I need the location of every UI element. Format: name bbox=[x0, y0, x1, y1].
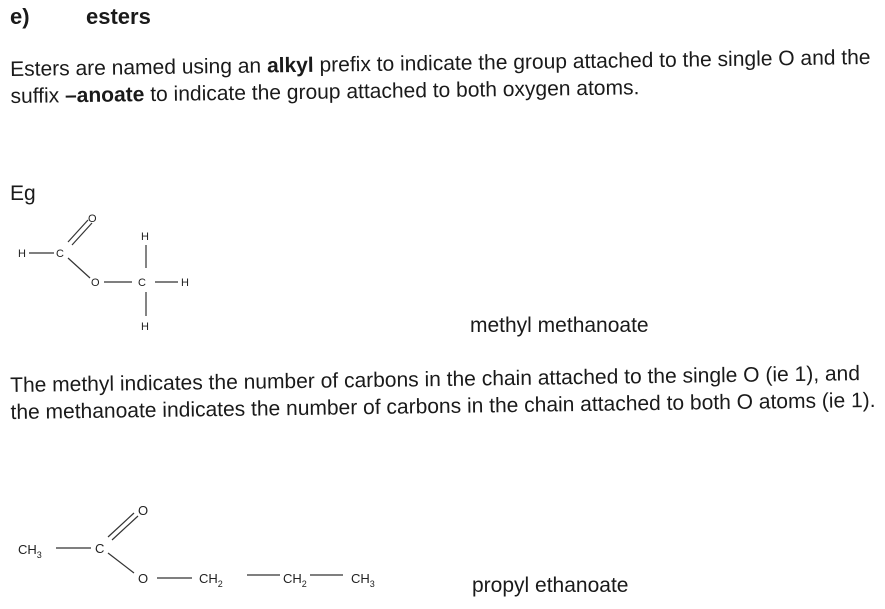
intro-text-3: to indicate the group attached to both oxygen atoms. bbox=[144, 76, 640, 107]
bond-c-o-double-2 bbox=[112, 516, 138, 540]
atom-c-methyl: C bbox=[138, 277, 146, 289]
bond-c-o-single bbox=[68, 258, 90, 278]
atom-ch3-left: $CH_3$ bbox=[18, 542, 42, 560]
atom-o-double: O bbox=[88, 213, 97, 225]
example-label: Eg bbox=[10, 182, 36, 205]
atom-h-right: H bbox=[181, 277, 189, 289]
intro-text-2: prefix to indicate the group attached to the single O and the suffix bbox=[10, 45, 871, 108]
atom-ch2-a: $CH_2$ bbox=[199, 571, 223, 589]
explanation-paragraph: The methyl indicates the number of carbons in the chain attached to the single O (ie 1), and the methanoate indicates the number of carbons in the chain attached to both O atoms (ie 1). bbox=[10, 362, 876, 424]
atom-c-carbonyl: C bbox=[56, 248, 64, 260]
intro-bold-anoate: –anoate bbox=[64, 83, 145, 108]
section-letter: e) bbox=[10, 4, 30, 29]
atom-o-single: O bbox=[91, 277, 100, 289]
intro-bold-alkyl: alkyl bbox=[266, 53, 314, 78]
atom-o-double: O bbox=[138, 503, 149, 518]
atom-c-carbonyl: C bbox=[95, 541, 105, 556]
atom-ch2-b: $CH_2$ bbox=[283, 571, 307, 589]
atom-ch3-right: $CH_3$ bbox=[351, 571, 375, 589]
structure1-name: methyl methanoate bbox=[470, 314, 649, 337]
bond-c-o-single bbox=[108, 553, 134, 573]
intro-text-1: Esters are named using an bbox=[10, 54, 268, 81]
atom-h-top: H bbox=[141, 231, 149, 243]
structure-methyl-methanoate bbox=[29, 220, 178, 316]
section-title: esters bbox=[86, 4, 151, 29]
atom-h-bottom: H bbox=[141, 321, 149, 333]
atom-o-single: O bbox=[138, 571, 149, 586]
structure2-name: propyl ethanoate bbox=[472, 574, 629, 597]
bond-c-o-double-1 bbox=[108, 513, 134, 537]
atom-h-left: H bbox=[18, 248, 26, 260]
